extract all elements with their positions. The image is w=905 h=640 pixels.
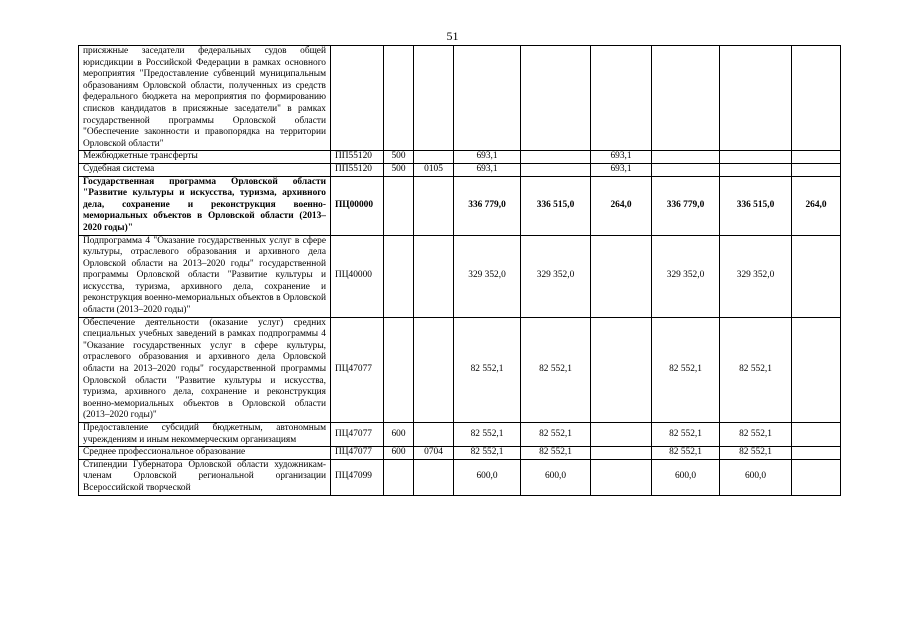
table-row [79, 46, 841, 151]
row-value-5-cell [720, 46, 792, 151]
row-value-1-cell: 336 779,0 [454, 176, 521, 235]
row-value-1-cell [454, 46, 521, 151]
row-value-2-cell [521, 151, 591, 164]
row-value-2-cell: 600,0 [521, 459, 591, 495]
row-value-2-cell: 336 515,0 [521, 176, 591, 235]
row-value-6-cell [792, 151, 841, 164]
row-expense-type-cell [384, 176, 414, 235]
row-target-code-cell: ПЦ40000 [331, 235, 384, 317]
row-value-4-cell [652, 163, 720, 176]
row-value-2-cell [521, 46, 591, 151]
row-value-2-cell: 82 552,1 [521, 317, 591, 422]
row-value-5-cell: 82 552,1 [720, 447, 792, 460]
row-section-cell: 0704 [414, 447, 454, 460]
row-value-1-cell: 82 552,1 [454, 423, 521, 447]
row-value-3-cell: 264,0 [591, 176, 652, 235]
row-expense-type-cell [384, 459, 414, 495]
row-value-1-cell: 329 352,0 [454, 235, 521, 317]
table-row [79, 151, 841, 164]
row-value-6-cell [792, 423, 841, 447]
table-body [79, 46, 841, 496]
row-section-cell [414, 423, 454, 447]
row-name-cell: Государственная программа Орловской области "Развитие культуры и искусства, туризма, архивного дела, сохранение и реконструкция военно-мемориальных объектов в Орловской области (2013–2020 годы)" [79, 176, 331, 235]
row-expense-type-cell: 600 [384, 447, 414, 460]
row-value-3-cell [591, 447, 652, 460]
row-name-cell: Судебная система [79, 163, 331, 176]
budget-table [78, 45, 841, 496]
table-row [79, 447, 841, 460]
row-value-5-cell [720, 163, 792, 176]
row-value-1-cell: 600,0 [454, 459, 521, 495]
table-row [79, 163, 841, 176]
row-value-6-cell [792, 447, 841, 460]
row-section-cell [414, 317, 454, 422]
row-target-code-cell: ПЦ47077 [331, 423, 384, 447]
row-value-4-cell: 336 779,0 [652, 176, 720, 235]
row-value-1-cell: 82 552,1 [454, 317, 521, 422]
row-name-cell: присяжные заседатели федеральных судов общей юрисдикции в Российской Федерации в рамках основного мероприятия "Предоставление субвенций муниципальным образованиям Орловской области, полученных из средств федерального бюджета на мероприятия по формированию списков кандидатов в присяжные заседатели" в рамках государственной программы Орловской области "Обеспечение законности и правопорядка на территории Орловской области" [79, 46, 331, 151]
row-value-3-cell [591, 459, 652, 495]
row-expense-type-cell: 500 [384, 163, 414, 176]
row-value-2-cell: 82 552,1 [521, 423, 591, 447]
row-expense-type-cell [384, 235, 414, 317]
row-value-3-cell [591, 235, 652, 317]
row-section-cell [414, 46, 454, 151]
row-value-1-cell: 693,1 [454, 151, 521, 164]
row-value-5-cell: 82 552,1 [720, 317, 792, 422]
row-name-cell: Предоставление субсидий бюджетным, автономным учреждениям и иным некоммерческим организациям [79, 423, 331, 447]
row-expense-type-cell: 600 [384, 423, 414, 447]
row-value-5-cell: 329 352,0 [720, 235, 792, 317]
row-name-cell: Межбюджетные трансферты [79, 151, 331, 164]
row-value-4-cell: 82 552,1 [652, 317, 720, 422]
row-value-2-cell: 329 352,0 [521, 235, 591, 317]
row-expense-type-cell: 500 [384, 151, 414, 164]
row-value-3-cell [591, 317, 652, 422]
row-value-2-cell: 82 552,1 [521, 447, 591, 460]
row-value-4-cell: 329 352,0 [652, 235, 720, 317]
row-value-5-cell [720, 151, 792, 164]
row-target-code-cell: ПП55120 [331, 151, 384, 164]
table-row [79, 423, 841, 447]
row-value-3-cell [591, 46, 652, 151]
row-expense-type-cell [384, 317, 414, 422]
row-name-cell: Подпрограмма 4 "Оказание государственных услуг в сфере культуры, отраслевого образования и архивного дела Орловской области на 2013–2020 годы" государственной программы Орловской области "Развитие культуры и искусства, туризма, архивного дела, сохранение и реконструкция военно-мемориальных объектов в Орловской области (2013–2020 годы)" [79, 235, 331, 317]
row-target-code-cell: ПЦ47099 [331, 459, 384, 495]
row-target-code-cell: ПЦ47077 [331, 447, 384, 460]
row-value-3-cell: 693,1 [591, 151, 652, 164]
row-value-3-cell [591, 423, 652, 447]
table-row [79, 235, 841, 317]
row-value-4-cell: 600,0 [652, 459, 720, 495]
row-value-1-cell: 82 552,1 [454, 447, 521, 460]
row-name-cell: Среднее профессиональное образование [79, 447, 331, 460]
page-number: 51 [446, 29, 459, 43]
row-target-code-cell: ПП55120 [331, 163, 384, 176]
row-value-2-cell [521, 163, 591, 176]
row-value-6-cell [792, 163, 841, 176]
row-value-6-cell [792, 235, 841, 317]
table-row [79, 459, 841, 495]
row-value-4-cell [652, 46, 720, 151]
row-value-6-cell: 264,0 [792, 176, 841, 235]
row-section-cell [414, 151, 454, 164]
row-target-code-cell: ПЦ00000 [331, 176, 384, 235]
row-value-5-cell: 82 552,1 [720, 423, 792, 447]
row-value-4-cell: 82 552,1 [652, 423, 720, 447]
row-value-4-cell: 82 552,1 [652, 447, 720, 460]
row-value-5-cell: 336 515,0 [720, 176, 792, 235]
row-value-3-cell: 693,1 [591, 163, 652, 176]
table-row [79, 317, 841, 422]
row-value-1-cell: 693,1 [454, 163, 521, 176]
row-section-cell: 0105 [414, 163, 454, 176]
row-value-6-cell [792, 317, 841, 422]
row-target-code-cell [331, 46, 384, 151]
row-value-5-cell: 600,0 [720, 459, 792, 495]
row-value-6-cell [792, 459, 841, 495]
row-value-6-cell [792, 46, 841, 151]
row-value-4-cell [652, 151, 720, 164]
table-row [79, 176, 841, 235]
row-expense-type-cell [384, 46, 414, 151]
row-section-cell [414, 176, 454, 235]
row-name-cell: Обеспечение деятельности (оказание услуг) средних специальных учебных заведений в рамках подпрограммы 4 "Оказание государственных услуг в сфере культуры, отраслевого образования и архивного дела Орловской области на 2013–2020 годы" государственной программы Орловской области "Развитие культуры и искусства, туризма, архивного дела, сохранение и реконструкция военно-мемориальных объектов в Орловской области (2013–2020 годы)" [79, 317, 331, 422]
row-section-cell [414, 235, 454, 317]
row-target-code-cell: ПЦ47077 [331, 317, 384, 422]
row-section-cell [414, 459, 454, 495]
row-name-cell: Стипендии Губернатора Орловской области художникам-членам Орловской региональной организации Всероссийской творческой [79, 459, 331, 495]
